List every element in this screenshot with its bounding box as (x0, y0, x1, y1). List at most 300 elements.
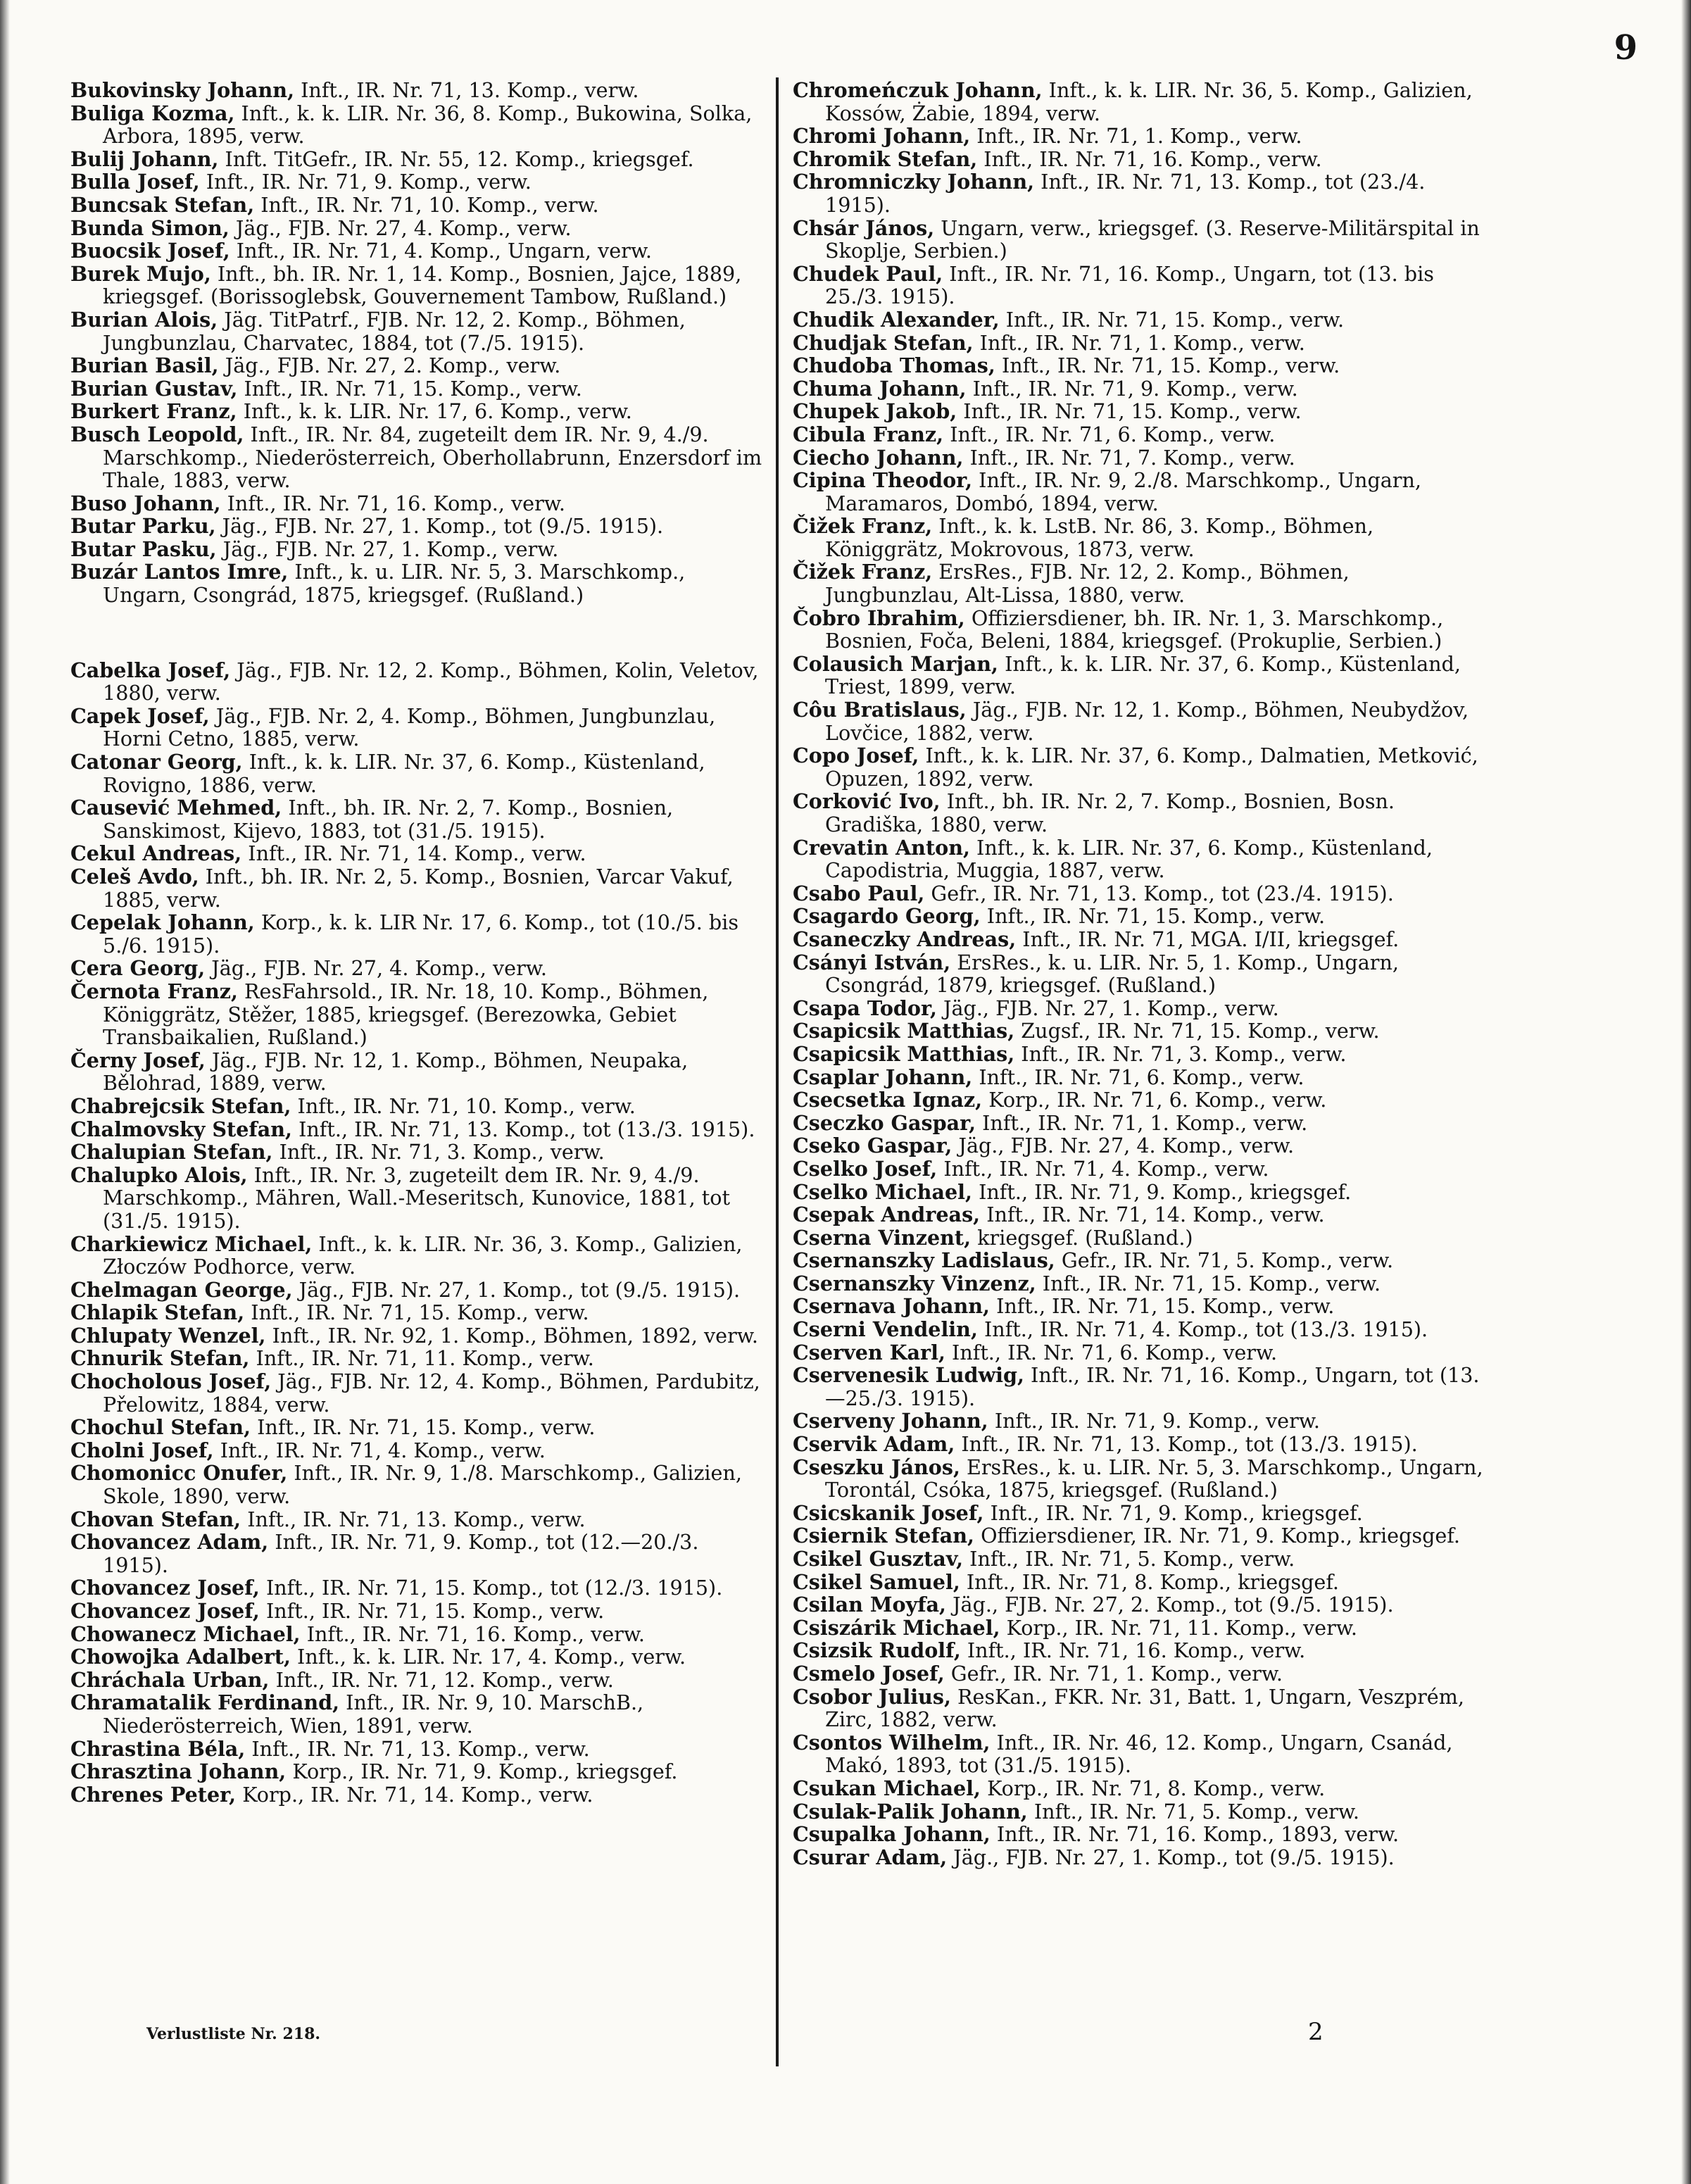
entry-details: Inft., IR. Nr. 46, 12. Komp., Ungarn, Csanád, Makó, 1893, tot (31./5. 1915). (825, 1730, 1453, 1778)
list-entry (793, 1502, 1490, 1525)
entry-name: Csapa Todor, (793, 996, 937, 1020)
entry-name: Csányi István, (793, 950, 951, 974)
entry-name: Chelmagan George, (70, 1277, 293, 1302)
entry-name: Cseko Gaspar, (793, 1134, 953, 1158)
entry-name: Cseczko Gaspar, (793, 1110, 976, 1135)
list-entry (793, 332, 1490, 355)
entry-name: Chovan Stefan, (70, 1507, 241, 1531)
entry-details: Inft., IR. Nr. 71, 15. Komp., verw. (957, 399, 1302, 424)
entry-name: Buncsak Stefan, (70, 192, 255, 217)
entry-details: Inft., IR. Nr. 71, 1. Komp., verw. (976, 1110, 1308, 1135)
list-entry (793, 1341, 1490, 1364)
list-entry (793, 1066, 1490, 1089)
list-entry (793, 1639, 1490, 1662)
entry-name: Bulla Josef, (70, 170, 200, 194)
entry-details: Korp., k. k. LIR Nr. 17, 6. Komp., tot (10./5. bis 5./6. 1915). (103, 910, 738, 958)
list-entry (793, 790, 1490, 836)
entry-name: Cserveny Johann, (793, 1409, 988, 1433)
list-entry (793, 1548, 1490, 1571)
list-entry (793, 1524, 1490, 1548)
entry-details: Inft., IR. Nr. 71, 3. Komp., verw. (272, 1140, 605, 1165)
entry-name: Chrastina Béla, (70, 1736, 246, 1761)
list-entry (70, 423, 767, 492)
entry-name: Chsár János, (793, 215, 935, 240)
entry-details: ResFahrsold., IR. Nr. 18, 10. Komp., Böhmen, Königgrätz, Stěžer, 1885, kriegsgef. (Berezowka, Gebiet Transbaikalien, Rußland.) (103, 979, 709, 1050)
list-entry (793, 1019, 1490, 1043)
entry-name: Burian Alois, (70, 307, 218, 332)
entry-name: Černota Franz, (70, 979, 238, 1003)
list-entry (70, 1669, 767, 1692)
list-entry (793, 1226, 1490, 1250)
entry-details: Inft., IR. Nr. 71, 10. Komp., verw. (291, 1093, 636, 1118)
list-entry (793, 1777, 1490, 1800)
entry-name: Chovancez Josef, (70, 1599, 260, 1623)
entry-details: Jäg., FJB. Nr. 27, 4. Komp., verw. (229, 215, 572, 240)
entry-name: Csikel Gusztav, (793, 1547, 964, 1571)
entry-name: Burian Gustav, (70, 376, 238, 401)
list-entry (70, 515, 767, 538)
entry-details: Korp., IR. Nr. 71, 11. Komp., verw. (1000, 1615, 1357, 1640)
entry-details: Inft., IR. Nr. 71, 12. Komp., verw. (269, 1667, 614, 1692)
list-entry (793, 423, 1490, 446)
entry-details: Inft., bh. IR. Nr. 2, 7. Komp., Bosnien, Sanskimost, Kijevo, 1883, tot (31./5. 1915). (103, 796, 674, 843)
entry-name: Csagardo Georg, (793, 904, 981, 929)
entry-details: Zugsf., IR. Nr. 71, 15. Komp., verw. (1014, 1019, 1380, 1043)
entry-details: Inft., IR. Nr. 71, 1. Komp., verw. (973, 330, 1305, 355)
entry-name: Csapicsik Matthias, (793, 1041, 1015, 1066)
entry-name: Buocsik Josef, (70, 239, 230, 263)
list-entry (70, 1301, 767, 1324)
entry-details: Offiziersdiener, bh. IR. Nr. 1, 3. Marschkomp., Bosnien, Foča, Beleni, 1884, kriegsgef. (Prokuplie, Serbien.) (825, 605, 1444, 653)
entry-details: Inft., IR. Nr. 71, 16. Komp., verw. (977, 146, 1322, 171)
entry-details: Inft., IR. Nr. 71, 13. Komp., verw. (245, 1736, 590, 1761)
list-entry (70, 1645, 767, 1669)
entry-name: Cservik Adam, (793, 1432, 955, 1457)
page-number: 9 (1614, 28, 1637, 68)
entry-details: Inft., k. k. LIR. Nr. 36, 3. Komp., Galizien, Złoczów Podhorce, verw. (103, 1231, 743, 1279)
list-entry (793, 263, 1490, 308)
list-entry (70, 560, 767, 606)
list-entry (70, 1233, 767, 1279)
entry-details: Inft., IR. Nr. 71, 4. Komp., Ungarn, verw. (230, 239, 653, 263)
entry-details: Korp., IR. Nr. 71, 6. Komp., verw. (982, 1088, 1327, 1112)
entry-name: Csernanszky Ladislaus, (793, 1248, 1055, 1273)
list-entry (793, 1134, 1490, 1157)
entry-details: Inft., IR. Nr. 9, 2./8. Marschkomp., Ungarn, Maramaros, Dombó, 1894, verw. (825, 468, 1421, 515)
entry-name: Buso Johann, (70, 491, 221, 515)
scan-edge-left (0, 0, 10, 2184)
list-entry (793, 1318, 1490, 1341)
list-entry (793, 308, 1490, 332)
entry-name: Chovancez Josef, (70, 1576, 260, 1600)
entry-details: Inft., IR. Nr. 71, 16. Komp., Ungarn, tot (13.—25./3. 1915). (825, 1363, 1480, 1410)
entry-details: Inft., bh. IR. Nr. 2, 5. Komp., Bosnien, Varcar Vakuf, 1885, verw. (103, 865, 734, 912)
entry-details: Inft., k. k. LIR. Nr. 17, 4. Komp., verw. (290, 1645, 686, 1669)
entry-name: Chromniczky Johann, (793, 170, 1035, 194)
entry-details: Jäg. TitPatrf., FJB. Nr. 12, 2. Komp., Böhmen, Jungbunzlau, Charvatec, 1884, tot (7./5. 1915). (103, 307, 686, 355)
entry-details: Inft., IR. Nr. 92, 1. Komp., Böhmen, 1892, verw. (265, 1323, 758, 1348)
list-entry (70, 751, 767, 796)
list-entry (793, 653, 1490, 698)
entry-name: Busch Leopold, (70, 422, 244, 446)
entry-name: Cepelak Johann, (70, 910, 255, 935)
entry-name: Bukovinsky Johann, (70, 78, 295, 102)
entry-details: Inft., IR. Nr. 71, 5. Komp., verw. (963, 1547, 1295, 1571)
list-entry (70, 217, 767, 240)
list-entry (70, 865, 767, 911)
entry-details: Inft., IR. Nr. 71, 6. Komp., verw. (943, 422, 1276, 446)
entry-name: Csapicsik Matthias, (793, 1019, 1015, 1043)
list-entry (70, 1118, 767, 1141)
entry-details: Inft., k. k. LIR. Nr. 37, 6. Komp., Küstenland, Rovigno, 1886, verw. (103, 750, 705, 797)
entry-name: Cera Georg, (70, 956, 206, 981)
entry-details: ErsRes., FJB. Nr. 12, 2. Komp., Böhmen, Jungbunzlau, Alt-Lissa, 1880, verw. (825, 560, 1350, 608)
list-entry (793, 217, 1490, 263)
entry-name: Ciecho Johann, (793, 445, 964, 470)
list-entry (70, 1576, 767, 1600)
entry-details: Inft., IR. Nr. 71, 15. Komp., verw. (1036, 1271, 1381, 1295)
section-gap (70, 607, 767, 659)
entry-name: Černy Josef, (70, 1048, 206, 1072)
entry-name: Chromik Stefan, (793, 146, 978, 171)
entry-name: Csecsetka Ignaz, (793, 1088, 983, 1112)
entry-name: Chráchala Urban, (70, 1667, 270, 1692)
list-entry (793, 1295, 1490, 1318)
entry-details: Inft., IR. Nr. 71, 5. Komp., verw. (1027, 1799, 1359, 1824)
entry-name: Chuma Johann, (793, 376, 967, 401)
list-entry (70, 377, 767, 401)
entry-details: Inft., IR. Nr. 71, 8. Komp., kriegsgef. (960, 1569, 1339, 1594)
entry-name: Chabrejcsik Stefan, (70, 1093, 291, 1118)
list-entry (793, 1617, 1490, 1640)
entry-details: Inft., IR. Nr. 71, 16. Komp., verw. (220, 491, 565, 515)
list-entry (70, 1324, 767, 1348)
entry-details: Inft., k. k. LIR. Nr. 36, 8. Komp., Bukowina, Solka, Arbora, 1895, verw. (103, 101, 753, 149)
entry-details: Inft., k. k. LIR. Nr. 36, 5. Komp., Galizien, Kossów, Żabie, 1894, verw. (825, 78, 1473, 125)
entry-name: Catonar Georg, (70, 750, 243, 774)
entry-details: Inft., IR. Nr. 71, 4. Komp., verw. (937, 1156, 1269, 1181)
list-entry (70, 400, 767, 423)
column-divider (776, 77, 779, 2066)
list-entry (70, 796, 767, 842)
entry-details: Inft., IR. Nr. 71, 6. Komp., verw. (945, 1340, 1278, 1364)
list-entry (793, 354, 1490, 377)
entry-details: Inft., IR. Nr. 71, 9. Komp., verw. (966, 376, 1298, 401)
entry-details: Jäg., FJB. Nr. 27, 4. Komp., verw. (952, 1134, 1295, 1158)
entry-name: Chalupko Alois, (70, 1162, 248, 1187)
entry-name: Chrenes Peter, (70, 1782, 237, 1807)
entry-name: Csaplar Johann, (793, 1065, 973, 1089)
list-entry (70, 1691, 767, 1737)
entry-name: Charkiewicz Michael, (70, 1231, 313, 1256)
entry-name: Buzár Lantos Imre, (70, 560, 289, 584)
entry-details: Inft., IR. Nr. 9, 10. MarschB., Niederösterreich, Wien, 1891, verw. (103, 1690, 644, 1738)
list-entry (793, 951, 1490, 997)
list-entry (793, 836, 1490, 882)
list-entry (70, 1416, 767, 1439)
entry-details: ErsRes., k. u. LIR. Nr. 5, 1. Komp., Ungarn, Csongrád, 1879, kriegsgef. (Rußland.) (825, 950, 1399, 998)
list-entry (793, 905, 1490, 928)
entry-details: Jäg., FJB. Nr. 27, 1. Komp., verw. (216, 536, 559, 561)
entry-details: Gefr., IR. Nr. 71, 1. Komp., verw. (944, 1661, 1283, 1686)
entry-name: Cserni Vendelin, (793, 1317, 978, 1342)
entry-name: Cselko Michael, (793, 1179, 972, 1204)
entry-details: Korp., IR. Nr. 71, 9. Komp., kriegsgef. (286, 1759, 678, 1784)
list-entry (70, 194, 767, 217)
entry-name: Csizsik Rudolf, (793, 1638, 961, 1663)
entry-name: Cholni Josef, (70, 1438, 214, 1462)
entry-details: Inft., IR. Nr. 71, 16. Komp., verw. (300, 1621, 646, 1646)
entry-name: Cekul Andreas, (70, 841, 242, 866)
entry-details: Inft., IR. Nr. 71, 11. Komp., verw. (249, 1346, 594, 1371)
list-entry (70, 308, 767, 354)
entry-details: Inft., k. k. LstB. Nr. 86, 3. Komp., Böhmen, Königgrätz, Mokrovous, 1873, verw. (825, 514, 1374, 561)
entry-name: Cserna Vinzent, (793, 1225, 972, 1250)
entry-details: Inft., IR. Nr. 71, 6. Komp., verw. (972, 1065, 1305, 1089)
entry-name: Csobor Julius, (793, 1684, 951, 1709)
entry-details: Inft., IR. Nr. 9, 1./8. Marschkomp., Galizien, Skole, 1890, verw. (103, 1461, 742, 1509)
entry-name: Csaneczky Andreas, (793, 927, 1017, 951)
entry-name: Burek Mujo, (70, 261, 211, 286)
entry-details: Inft., IR. Nr. 71, 13. Komp., verw. (241, 1507, 586, 1531)
entry-name: Cibula Franz, (793, 422, 944, 446)
entry-details: Inft., IR. Nr. 71, 15. Komp., verw. (980, 904, 1326, 929)
entry-details: Inft., IR. Nr. 71, MGA. I/II, kriegsgef. (1016, 927, 1400, 951)
entry-details: Gefr., IR. Nr. 71, 13. Komp., tot (23./4. 1915). (924, 881, 1394, 905)
entry-details: Inft., IR. Nr. 71, 9. Komp., kriegsgef. (983, 1500, 1363, 1525)
entry-details: Inft., IR. Nr. 71, 16. Komp., verw. (960, 1638, 1306, 1663)
entry-name: Csukan Michael, (793, 1776, 981, 1800)
entry-details: Inft., IR. Nr. 71, 13. Komp., tot (13./3. 1915). (291, 1117, 755, 1141)
list-entry (793, 1157, 1490, 1181)
list-entry (70, 1760, 767, 1783)
entry-name: Bunda Simon, (70, 215, 230, 240)
list-entry (793, 744, 1490, 790)
list-entry (793, 1410, 1490, 1433)
entry-details: Jäg., FJB. Nr. 27, 2. Komp., verw. (218, 353, 561, 378)
entry-name: Cselko Josef, (793, 1156, 938, 1181)
list-entry (70, 1623, 767, 1646)
entry-details: Inft., IR. Nr. 71, 14. Komp., verw. (241, 841, 586, 866)
list-entry (70, 1462, 767, 1507)
entry-name: Chromi Johann, (793, 124, 971, 149)
list-entry (70, 170, 767, 194)
entry-name: Côu Bratislaus, (793, 698, 967, 722)
entry-name: Chlapik Stefan, (70, 1300, 245, 1325)
entry-details: Inft., k. k. LIR. Nr. 17, 6. Komp., verw. (237, 399, 632, 424)
entry-name: Csepak Andreas, (793, 1203, 981, 1227)
list-entry (793, 515, 1490, 560)
entry-details: Offiziersdiener, IR. Nr. 71, 9. Komp., kriegsgef. (974, 1524, 1460, 1548)
entry-details: Inft., IR. Nr. 71, 15. Komp., verw. (244, 1300, 589, 1325)
entry-details: Inft., IR. Nr. 71, 15. Komp., verw. (259, 1599, 605, 1623)
entry-name: Čobro Ibrahim, (793, 605, 965, 630)
entry-details: Inft., IR. Nr. 71, 4. Komp., verw. (213, 1438, 546, 1462)
entry-name: Bulij Johann, (70, 146, 219, 171)
list-entry (793, 1272, 1490, 1295)
entry-details: Gefr., IR. Nr. 71, 5. Komp., verw. (1055, 1248, 1394, 1273)
entry-details: Inft., IR. Nr. 71, 3. Komp., verw. (1014, 1041, 1347, 1066)
list-entry (70, 79, 767, 102)
list-entry (70, 842, 767, 865)
list-entry (70, 911, 767, 957)
entry-name: Chramatalik Ferdinand, (70, 1690, 340, 1715)
list-entry (793, 698, 1490, 744)
list-entry (793, 1571, 1490, 1594)
entry-name: Chudjak Stefan, (793, 330, 974, 355)
entry-details: Jäg., FJB. Nr. 12, 2. Komp., Böhmen, Kolin, Veletov, 1880, verw. (103, 658, 759, 705)
list-entry (793, 1364, 1490, 1410)
entry-name: Csiernik Stefan, (793, 1524, 975, 1548)
entry-details: Inft., k. k. LIR. Nr. 37, 6. Komp., Dalmatien, Metković, Opuzen, 1892, verw. (825, 743, 1478, 791)
list-entry (793, 377, 1490, 401)
list-entry (70, 239, 767, 263)
list-entry (70, 1600, 767, 1623)
entry-name: Butar Parku, (70, 514, 216, 539)
list-entry (70, 263, 767, 308)
entry-name: Chrasztina Johann, (70, 1759, 287, 1784)
entry-details: Inft., IR. Nr. 71, 16. Komp., 1893, verw. (990, 1822, 1400, 1847)
list-entry (793, 928, 1490, 951)
entry-name: Butar Pasku, (70, 536, 217, 561)
entry-name: Cipina Theodor, (793, 468, 973, 493)
entry-name: Csicskanik Josef, (793, 1500, 984, 1525)
entry-details: Jäg., FJB. Nr. 12, 1. Komp., Böhmen, Neupaka, Bělohrad, 1889, verw. (103, 1048, 689, 1096)
entry-name: Csilan Moyfa, (793, 1593, 946, 1617)
entry-name: Chudik Alexander, (793, 307, 1000, 332)
entry-name: Csmelo Josef, (793, 1661, 945, 1686)
entry-details: Inft., IR. Nr. 71, 15. Komp., verw. (999, 307, 1345, 332)
entry-name: Csikel Samuel, (793, 1569, 960, 1594)
list-entry (70, 1095, 767, 1118)
entry-name: Burkert Franz, (70, 399, 237, 424)
entry-name: Csabo Paul, (793, 881, 925, 905)
list-entry (793, 1593, 1490, 1617)
list-entry (70, 705, 767, 751)
list-entry (70, 957, 767, 980)
list-entry (70, 538, 767, 561)
list-entry (793, 997, 1490, 1020)
list-entry (793, 607, 1490, 653)
entry-details: Inft., IR. Nr. 71, 15. Komp., verw. (995, 353, 1340, 378)
list-entry (70, 1783, 767, 1807)
entry-details: Inft. TitGefr., IR. Nr. 55, 12. Komp., kriegsgef. (218, 146, 694, 171)
entry-name: Csernanszky Vinzenz, (793, 1271, 1036, 1295)
entry-name: Capek Josef, (70, 703, 210, 728)
entry-name: Cserven Karl, (793, 1340, 945, 1364)
list-entry (793, 1456, 1490, 1502)
entry-name: Csontos Wilhelm, (793, 1730, 991, 1755)
entry-details: Inft., IR. Nr. 71, 13. Komp., tot (23./4. 1915). (825, 170, 1426, 217)
list-entry (70, 1439, 767, 1462)
entry-name: Chocholous Josef, (70, 1369, 272, 1394)
list-entry (70, 980, 767, 1049)
list-entry (70, 102, 767, 148)
list-entry (70, 1738, 767, 1761)
list-entry (793, 1203, 1490, 1226)
entry-details: Jäg., FJB. Nr. 27, 1. Komp., tot (9./5. 1915). (215, 514, 664, 539)
entry-details: Inft., IR. Nr. 71, 7. Komp., verw. (963, 445, 1295, 470)
entry-details: Inft., IR. Nr. 71, 15. Komp., verw. (237, 376, 582, 401)
entry-details: Jäg., FJB. Nr. 27, 1. Komp., tot (9./5. 1915). (947, 1845, 1395, 1869)
entry-name: Chomonicc Onufer, (70, 1461, 288, 1486)
entry-details: kriegsgef. (Rußland.) (971, 1225, 1193, 1250)
entry-details: Inft., IR. Nr. 71, 15. Komp., verw. (989, 1294, 1335, 1319)
list-entry (70, 1508, 767, 1531)
entry-name: Csurar Adam, (793, 1845, 948, 1869)
entry-details: Jäg., FJB. Nr. 12, 1. Komp., Böhmen, Neubydžov, Lovčice, 1882, verw. (825, 698, 1469, 745)
entry-name: Čižek Franz, (793, 514, 933, 539)
list-entry (70, 1347, 767, 1370)
entry-details: ErsRes., k. u. LIR. Nr. 5, 3. Marschkomp., Ungarn, Torontál, Csóka, 1875, kriegsgef. (Rußland.) (825, 1455, 1483, 1502)
list-entry (793, 1662, 1490, 1686)
entry-name: Chalupian Stefan, (70, 1140, 273, 1165)
entry-name: Cseszku János, (793, 1455, 960, 1479)
list-entry (70, 492, 767, 515)
list-entry (70, 1049, 767, 1095)
list-entry (793, 1686, 1490, 1731)
entry-name: Causević Mehmed, (70, 796, 282, 820)
entry-details: Korp., IR. Nr. 71, 8. Komp., verw. (980, 1776, 1326, 1800)
entry-name: Chupek Jakob, (793, 399, 957, 424)
entry-details: Jäg., FJB. Nr. 27, 2. Komp., tot (9./5. 1915). (945, 1593, 1394, 1617)
entry-name: Csiszárik Michael, (793, 1615, 1000, 1640)
entry-details: Jäg., FJB. Nr. 2, 4. Komp., Böhmen, Jungbunzlau, Horni Cetno, 1885, verw. (103, 703, 716, 751)
entry-name: Chochul Stefan, (70, 1415, 251, 1440)
entry-name: Colausich Marjan, (793, 651, 998, 676)
entry-details: Inft., k. k. LIR. Nr. 37, 6. Komp., Küstenland, Capodistria, Muggia, 1887, verw. (825, 835, 1433, 883)
signature-mark: 2 (1308, 2018, 1324, 2046)
list-entry (793, 125, 1490, 148)
entry-name: Cabelka Josef, (70, 658, 231, 682)
entry-details: Jäg., FJB. Nr. 27, 4. Komp., verw. (205, 956, 547, 981)
list-entry (793, 79, 1490, 125)
entry-details: Inft., IR. Nr. 71, 13. Komp., tot (13./3. 1915). (955, 1432, 1418, 1457)
list-entry (793, 400, 1490, 423)
list-entry (793, 1823, 1490, 1846)
entry-details: Inft., IR. Nr. 71, 1. Komp., verw. (970, 124, 1302, 149)
entry-name: Čižek Franz, (793, 560, 933, 584)
list-entry (793, 1433, 1490, 1456)
entry-details: Inft., IR. Nr. 84, zugeteilt dem IR. Nr. 9, 4./9. Marschkomp., Niederösterreich, Oberhollabrunn, Enzersdorf im Thale, 1883, verw. (103, 422, 762, 493)
entry-details: Inft., IR. Nr. 71, 9. Komp., tot (12.—20./3. 1915). (103, 1530, 699, 1577)
entry-details: Inft., IR. Nr. 71, 15. Komp., tot (12./3. 1915). (259, 1576, 723, 1600)
list-entry (70, 1531, 767, 1576)
entry-details: Korp., IR. Nr. 71, 14. Komp., verw. (236, 1782, 593, 1807)
entry-name: Chowojka Adalbert, (70, 1645, 291, 1669)
entry-details: Ungarn, verw., kriegsgef. (3. Reserve-Militärspital in Skoplje, Serbien.) (825, 215, 1480, 263)
entry-name: Chromeńczuk Johann, (793, 78, 1043, 102)
entry-details: Inft., IR. Nr. 71, 14. Komp., verw. (980, 1203, 1325, 1227)
entry-details: Inft., IR. Nr. 71, 16. Komp., Ungarn, tot (13. bis 25./3. 1915). (825, 261, 1434, 309)
list-entry (793, 446, 1490, 470)
entry-details: Inft., IR. Nr. 71, 9. Komp., kriegsgef. (972, 1179, 1352, 1204)
entry-details: ResKan., FKR. Nr. 31, Batt. 1, Ungarn, Veszprém, Zirc, 1882, verw. (825, 1684, 1464, 1732)
entry-details: Inft., bh. IR. Nr. 1, 14. Komp., Bosnien, Jajce, 1889, kriegsgef. (Borissoglebsk, Gouvernement Tambow, Rußland.) (103, 261, 742, 309)
entry-name: Csulak-Palik Johann, (793, 1799, 1028, 1824)
entry-name: Chlupaty Wenzel, (70, 1323, 266, 1348)
entry-details: Inft., bh. IR. Nr. 2, 7. Komp., Bosnien, Bosn. Gradiška, 1880, verw. (825, 789, 1395, 836)
list-entry (70, 1164, 767, 1233)
list-entry (793, 1181, 1490, 1204)
left-column (70, 79, 767, 1806)
list-entry (793, 1846, 1490, 1869)
list-entry (793, 1043, 1490, 1066)
footer-list-number: Verlustliste Nr. 218. (146, 2025, 321, 2043)
entry-details: Inft., IR. Nr. 71, 9. Komp., verw. (199, 170, 532, 194)
entry-details: Inft., IR. Nr. 71, 13. Komp., verw. (294, 78, 639, 102)
list-entry (793, 1731, 1490, 1777)
